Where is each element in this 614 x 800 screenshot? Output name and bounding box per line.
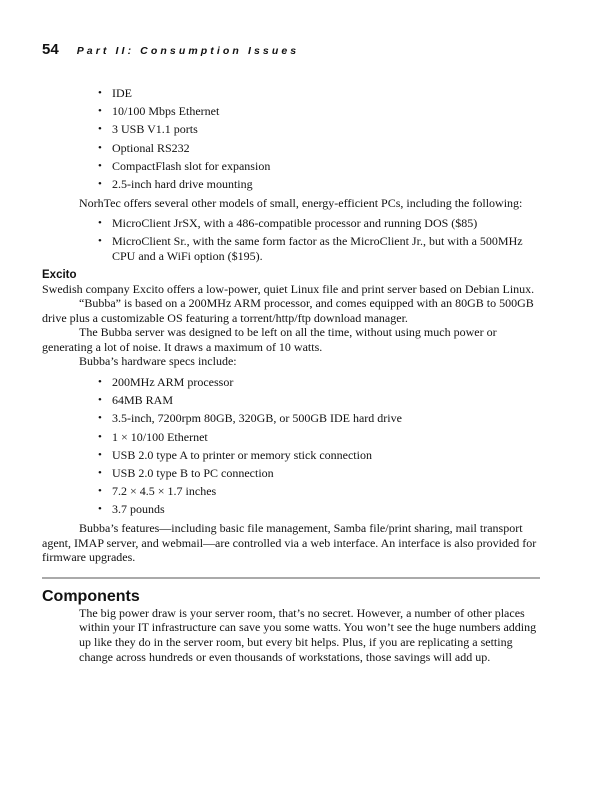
excito-paragraph-3: The Bubba server was designed to be left on all the time, without using much power or generating a lot of noise. It draws a maximum of 10 watts. [42, 325, 497, 354]
list-item: • 3 USB V1.1 ports [42, 122, 540, 137]
features-paragraph: Bubba’s features—including basic file management, Samba file/print sharing, mail transport agent, IMAP server, and webmail—are controlled via a web interface. An interface is also provided for firmware upgrades. [42, 520, 537, 565]
list-item: • 3.5-inch, 7200rpm 80GB, 320GB, or 500GB IDE hard drive [42, 411, 540, 426]
list-item: • 200MHz ARM processor [42, 375, 540, 390]
excito-paragraph-1: Swedish company Excito offers a low-power, quiet Linux file and print server based on Debian Linux. [42, 281, 535, 296]
list-item: • 7.2 × 4.5 × 1.7 inches [42, 484, 540, 499]
list-item: • MicroClient Sr., with the same form factor as the MicroClient Jr., but with a 500MHz CPU and a WiFi option ($195). [42, 234, 540, 263]
norhtec-paragraph: NorhTec offers several other models of small, energy-efficient PCs, including the following: [79, 195, 523, 210]
bullet-list-specs [42, 375, 540, 517]
list-item: • 64MB RAM [42, 393, 540, 408]
list-item: • 10/100 Mbps Ethernet [42, 104, 540, 119]
list-item: • 1 × 10/100 Ethernet [42, 430, 540, 445]
list-item: • 2.5-inch hard drive mounting [42, 177, 540, 192]
list-item: • IDE [42, 86, 540, 101]
list-item: • Optional RS232 [42, 141, 540, 156]
excito-heading: Excito [42, 268, 77, 281]
excito-paragraph-2: “Bubba” is based on a 200MHz ARM processor, and comes equipped with an 80GB to 500GB drive plus a customizable OS featuring a torrent/http/ftp download manager. [42, 296, 534, 325]
page-number: 54 [42, 41, 59, 58]
list-item: • 3.7 pounds [42, 502, 540, 517]
list-item: • CompactFlash slot for expansion [42, 159, 540, 174]
bullet-list-models [42, 216, 540, 263]
running-header [42, 41, 299, 59]
bullet-list-features [42, 86, 540, 192]
list-item: • MicroClient JrSX, with a 486-compatible processor and running DOS ($85) [42, 216, 540, 231]
part-title: Part II: Consumption Issues [76, 45, 300, 57]
components-heading: Components [42, 587, 140, 605]
list-item: • USB 2.0 type A to printer or memory stick connection [42, 448, 540, 463]
section-divider [42, 577, 540, 579]
list-item: • USB 2.0 type B to PC connection [42, 466, 540, 481]
page-content [42, 86, 540, 664]
excito-paragraph-4: Bubba’s hardware specs include: [79, 354, 237, 369]
components-paragraph: The big power draw is your server room, that’s no secret. However, a number of other places within your IT infrastructure can save you some watts. You won’t see the huge numbers adding up like they do in the server room, but every bit helps. Plus, if you are replicating a setting change across hundreds or even thousands of workstations, those savings will add up. [79, 605, 537, 664]
